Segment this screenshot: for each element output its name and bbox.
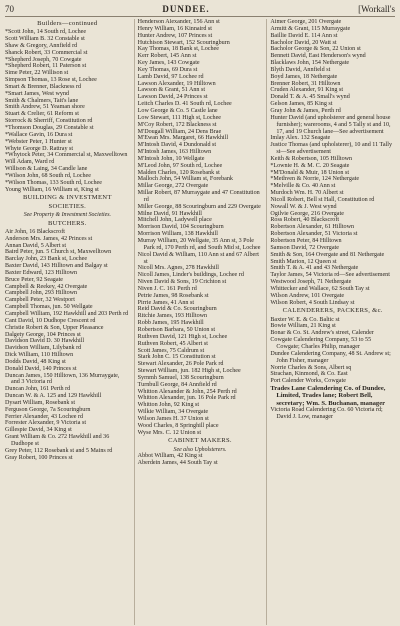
directory-entry: Lawson David, 24 Princes st [137,94,208,101]
directory-entry: Morrison William, 138 Hawkhill [137,231,218,238]
directory-entry: Kay Thomas, 18 Bank st, Lochee [137,46,219,53]
directory-entry: M'Leod John, 97 South rd, Lochee [137,162,223,169]
directory-entry: Donald David, 140 Princes st [5,365,77,372]
directory-entry: Norrie Charles & Sons, Albert sq [270,364,352,371]
directory-entry: Young William, 16 William st, King st [5,186,99,193]
directory-entry: Duncan James, 150 Hilltown, 136 Murraygate, and 3 Victoria rd [5,372,120,386]
directory-entry: Campbell Thomas, jun. 50 Wellgate [5,304,93,311]
directory-entry: Hunter David (and upholsterer and general house furnisher); warerooms, 4 and 5 Tally st and 10, 17, and 19 Church lane—See advertisement [270,114,391,135]
directory-entry: Smith & Son, 164 Overgate and 81 Nethergate [270,251,385,258]
directory-entry: Low Stewart, 111 High st, Lochee [137,114,221,121]
directory-entry: Wilson Robert, 4 South Lindsay st [270,299,355,306]
directory-entry: Miller George, 88 Scouringburn and 229 Overgate [137,203,261,210]
directory-entry: Shanck Robert, 33 Commercial st [5,49,88,56]
directory-entry: Duncan W. & A. 125 and 129 Hawkhill [5,393,102,400]
section-heading: BUILDING & INVESTMENT SOCIETIES. [22,194,112,210]
directory-entry: *Webster Peter, 1 Hunter st [5,138,72,145]
directory-entry: Wyse Mrs. C. 12 Union st [137,429,202,436]
directory-entry: Robertson Peter, 84 Hilltown [270,238,342,244]
directory-entry: Whitton John, 92 King st [137,402,200,409]
directory-entry: Mitchell John, Ladywell place [137,217,212,224]
directory-entry: Campbell John, 293 Hilltown [5,290,78,297]
directory-entry: *Scott John, 14 South rd, Lochee [5,29,87,36]
directory-entry: *Wallace Gavin, 16 Dura st [5,131,73,138]
directory-entry: Bacholor David, 20 Watt st [270,39,337,46]
directory-entry: Campbell & Reekey, 42 Overgate [5,283,88,290]
directory-entry: Imlay Alex. 132 Seagate [270,135,331,142]
directory-entry: Smith Marion, 12 Queen st [270,258,337,265]
directory-entry: Strachan, Kinmond, & Co. East [270,371,348,378]
section-heading: CABINET MAKERS. [168,437,232,445]
directory-entry: *Shepherd Robert, 11 Paterson st [5,63,87,70]
directory-entry: Blyth David, Annfield st [270,66,331,73]
directory-entry: Baird Peter, jun. 5 Church st, Maxwelltown [5,249,112,256]
directory-entry: Wilkie William, 34 Overgate [137,409,209,416]
directory-entry: *Lownie H. & M. C. 20 Seagate [270,162,350,169]
directory-entry: Bacholor George & Son, 22 Union st [270,46,361,53]
directory-entry: Air John, 16 Blackscroft [5,228,65,235]
directory-entry: Taylor James, 54 Victoria rd—See advertisement [270,272,390,279]
directory-entry: Wilson James H. 37 Union st [137,415,209,422]
directory-entry: Morrison David, 104 Scouringburn [137,224,224,231]
directory-entry: Gray John & James, Perth rd [270,107,341,114]
directory-entry: *Shepherd Joseph, 70 Cowgate [5,56,82,63]
directory-entry: *Wilson Thomas, 133 South rd, Lochee [5,179,102,186]
directory-entry: Will Adam, Ward rd [5,159,55,166]
directory-entry: Robertson Alexander, 61 Hilltown [270,224,355,231]
page-number: 70 [5,4,14,14]
directory-entry: Scott William B. 32 Constable st [5,36,85,43]
directory-entry: M'Dougall William, 24 Dens Brae [137,128,222,135]
directory-entry: Whittecker and Wallace, 62 South Tay st [270,285,370,292]
directory-entry: Bowie William, 21 King st [270,323,336,330]
directory-entry: Baxter W. E. & Co. Baltic st [270,316,340,323]
directory-entry: Ogilvie George, 216 Overgate [270,210,344,217]
directory-entry: *M'Donald & Muir, 18 Union st [270,169,350,176]
directory-entry: Gillespie David, 34 King st [5,427,72,434]
directory-entry: Barclay John, 23 Bank st, Lochee [5,256,88,263]
directory-entry: Nicoll Robert, Bell st Hall, Constitution rd [270,196,375,203]
directory-entry: M'Intosh David, 4 Dundonald st [137,142,217,149]
directory-entry: Lawson Alexander, 19 Hilltown [137,80,216,87]
directory-entry: *Methven & Norrie, 124 Nethergate [270,176,360,183]
directory-entry: Anderson Mrs. James, 42 Princes st [5,235,93,242]
directory-entry: Ruthven David, 121 High st, Lochee [137,333,228,340]
directory-entry: M'Intosh John, 10 Wellgate [137,155,205,162]
directory-entry: Dick William, 110 Hilltown [5,352,74,359]
column-1 [5,19,130,625]
directory-entry: Nicol David & William, 110 Ann st and 67 Albert st [137,251,259,265]
directory-entry: Forrester Alexander, 9 Victoria st [5,420,87,427]
directory-entry: *Melville & Co. 40 Ann st [270,183,336,190]
directory-entry: Annan David, 5 Albert st [5,242,67,249]
directory-entry: Wilson Andrew, 101 Overgate [270,292,345,299]
directory-entry: Port Calender Works, Cowgate [270,378,346,385]
directory-entry: Dodds David, 48 King st [5,358,66,365]
directory-entry: Murdoch Wm. H. 70 Albert st [270,190,344,197]
directory-entry: Abbot William, 42 King st [137,453,203,460]
directory-entry: Stewart William, jun. 182 High st, Lochee [137,368,241,375]
directory-entry: *Thomson Douglas, 29 Constable st [5,125,94,132]
directory-entry: Reid David & Co. Scouringburn [137,306,217,313]
directory-entry: Gray Robert, 100 Princes st [5,454,73,461]
directory-entry: Key Thomas, 69 Dura st [137,66,198,73]
directory-entry: Nicoll Mrs. Agnes, 278 Hawkhill [137,265,219,272]
directory-entry: Scott James, 75 Caldrum st [137,347,205,354]
page-title: DUNDEE. [162,4,210,14]
directory-entry: Leitch Charles D. 41 South rd, Lochee [137,101,232,108]
directory-entry: Dalgety George, 104 Princes st [5,331,81,338]
directory-entry: Smart & Brenner, Blackness rd [5,83,82,90]
directory-entry: Ferguson George, 7a Scouringburn [5,406,91,413]
directory-entry: Turnbull George, 84 Annfield rd [137,381,217,388]
directory-entry: Storrock & Sherriff, Constitution rd [5,118,93,125]
directory-entry: Dundee Calendering Company, 48 St. Andrew st; John Fisher, manager [270,350,391,364]
directory-entry: Willison & Laing, 34 Candle lane [5,166,88,173]
directory-entry: Robertson Alexander, 51 Victoria st [270,231,358,238]
directory-entry: Christie Robert & Son, Upper Pleasance [5,324,104,331]
directory-entry: Lamb David, 97 Lochee rd [137,73,204,80]
directory-entry: Hunter Andrew, 107 Princes st [137,32,213,39]
directory-entry: Bruce Peter, 92 Seagate [5,276,63,283]
directory-entry: Baillie David E. 114 Ann st [270,32,338,39]
directory-entry: Niven J. C. 161 Perth rd [137,285,197,292]
cross-reference: See Property & Investment Societies. [23,211,111,218]
publisher-name: [Workall's [358,4,395,14]
directory-entry: Ferrier Alexander, 43 Lochee rd [5,413,84,420]
directory-entry: *Whytock Peter, 34 Commercial st, Maxwelltown [5,152,128,159]
directory-entry: Malden Charles, 120 Rosebank st [137,169,220,176]
directory-entry: Petrie James, 98 Rosebank st [137,292,209,299]
directory-entry: M'Ewan Mrs. Margaret, 66 Hawkhill [137,135,229,142]
directory-entry: Sime Peter, 22 Willison st [5,70,69,77]
directory-entry: Key James, 143 Cowgate [137,60,200,67]
directory-entry: Samson David, 72 Overgate [270,244,339,251]
directory-entry: Stark John C. 15 Constitution st [137,354,216,361]
directory-entry: Lawson & Grant, 51 Ann st [137,87,206,94]
directory-entry: Grant William & Co. 272 Hawkhill and 36 Dudhope st [5,434,110,448]
directory-entry: Aberdein James, 44 South Tay st [137,460,218,467]
directory-entry: Keith & Robertson, 105 Hilltown [270,155,353,162]
directory-entry: Henderson Alexander, 156 Ann st [137,19,220,25]
directory-entry: Grey Peter, 112 Rosebank st and 5 Mains rd [5,447,113,454]
directory-entry: Davidson David D. 30 Hawkhill [5,338,85,345]
directory-entry: Duncan John, 161 Perth rd [5,386,71,393]
directory-entry: Whyte George D. Rattray st [5,145,74,152]
page-header [5,4,395,17]
directory-entry: Blacklaws John, 154 Nethergate [270,60,350,67]
directory-entry: Milne David, 91 Hawkhill [137,210,202,217]
directory-entry: Bennett David, East Henderson's wynd [270,53,366,60]
directory-entry: Baxter David, 143 Hilltown and Balgay st [5,263,108,270]
directory-entry: Donald T. & A. 45 Small's wynd [270,94,350,101]
directory-entry: Boyd James, 18 Nethergate [270,73,338,80]
directory-entry: Millar Robert, 87 Murraygate and 47 Constitution rd [137,190,260,203]
section-heading: BUTCHERS. [47,219,87,227]
directory-entry: Cruden Alexander, 91 King st [270,87,344,94]
directory-entry: Dysart William, Rosebank st [5,399,76,406]
directory-entry: *Wilson John, 68 South rd, Lochee [5,172,91,179]
directory-entry: M'Intosh James, 163 Hilltown [137,149,212,156]
directory-entry: Kerr Robert, 145 Ann st [137,53,197,60]
directory-entry: Westwood Joseph, 71 Nethergate [270,279,352,286]
directory-entry: Davidson William, Lilybank rd [5,345,82,352]
directory-entry: Millar George, 272 Overgate [137,183,209,190]
directory-entry: Brenner Robert, 31 Hilltown [270,80,341,87]
directory-entry: Armitt & Grant, 115 Murraygate [270,25,351,32]
directory-entry: Gelson James, 85 King st [270,101,333,108]
directory-entry: Syrnmh Samuel, 138 Scouringburn [137,374,224,381]
directory-entry: Smith Andrew, 51 Yeaman shore [5,104,85,111]
directory-entry: Low George & Co. 5 Castle lane [137,107,218,114]
directory-entry: Ross Robert, 40 Blackscroft [270,217,340,224]
directory-entry: Henry William, 16 Kinnaird st [137,25,212,32]
directory-entry: Robb James, 195 Hawkhill [137,320,204,327]
directory-entry: Aimer George, 201 Overgate [270,19,342,25]
directory-entry: Stuart & Crelier, 61 Reform st [5,111,79,118]
column-3 [266,19,395,625]
directory-entry: M'Coy Robert, 172 Blackness st [137,121,217,128]
directory-entry: Nowall W. & J. West wynd [270,203,337,210]
directory-entry: *Smart James, West wynd [5,90,70,97]
cross-reference: See also Upholsterers. [173,446,227,453]
directory-entry: Campbell Peter, 32 Westport [5,297,75,304]
directory-entry: Wood Charles, 8 Springhill place [137,422,219,429]
directory-entry: Shaw & Gregory, Annfield rd [5,42,78,49]
directory-entry: Smith T. & A. 41 and 43 Nethergate [270,265,359,272]
directory-entry: Smith & Chalmers, Tait's lane [5,97,79,104]
directory-entry: Stewart Alexander, 26 Pole Park rd [137,361,224,368]
directory-entry: Pirrie James, 41 Ann st [137,299,195,306]
directory-entry: Ritchie James, 193 Hilltown [137,313,208,320]
section-heading: CALENDERERS, PACKERS, &c. [282,307,383,315]
directory-entry: Ruthven Robert, 45 Albert st [137,340,208,347]
directory-entry: Malloch John, 54 William st, Forebank [137,176,233,183]
directory-entry: Niven David & Sons, 19 Crichton st [137,279,227,286]
directory-entry: Robertson Barbara, 50 Union st [137,326,216,333]
directory-entry: Victoria Road Calendering Co. 60 Victoria rd; David J. Low, manager [270,407,383,421]
column-2 [134,19,263,625]
columns [5,19,395,625]
directory-entry: Murray William, 20 Wellgate, 35 Ann st, 3 Pole Park rd, 170 Perth rd, and South Mid st, Lochee [137,238,261,251]
directory-entry: Baxter Edward, 123 Hilltown [5,269,78,276]
directory-entry: Cant David, 10 Dudhope Crescent rd [5,317,96,324]
directory-entry: Whitton Alexander & John, 254 Perth rd [137,388,237,395]
directory-entry: Campbell William, 192 Hawkhill and 203 Perth rd [5,310,129,317]
directory-entry: Hutchison Stewart, 152 Scouringburn [137,39,230,46]
directory-entry: Bonar & Co. St. Andrew's street, Calender [270,330,374,337]
featured-entry: Trades Lane Calendering Co. of Dundee, Limited, Trades lane; Robert Bell, secretary; Wm. S. Buchanan, manager [270,385,386,407]
directory-entry: Nicoll James, Linder's buildings, Lochee rd [137,272,244,279]
directory-entry: Whitton Alexander, jun. 16 Pole Park rd [137,395,236,402]
directory-entry: Justice Thomas (and upholsterer), 10 and 11 Tally st—See advertisement [270,142,392,156]
section-heading: Builders—continued [37,20,98,27]
directory-entry: Cowgate Calendering Company, 53 to 55 Cowgate; Charles Philip, manager [270,337,372,351]
directory-entry: Simpson Thomas, 13 Rose st, Lochee [5,77,97,84]
